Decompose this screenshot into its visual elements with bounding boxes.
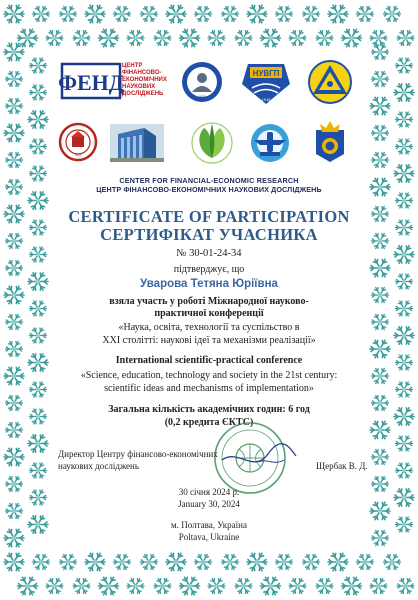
snowflake-icon — [30, 85, 47, 100]
director-title-line-1: Директор Центру фінансово-економічних — [58, 449, 218, 459]
snowflake-icon — [372, 153, 389, 168]
partner-logos — [58, 58, 360, 170]
fend-caption-3: ЕКОНОМІЧНИХ — [122, 77, 167, 83]
snowflake-icon — [154, 579, 171, 594]
snowflake-icon — [394, 84, 414, 101]
snowflake-icon — [208, 31, 225, 46]
snowflake-icon — [370, 579, 387, 594]
snowflake-icon — [33, 7, 50, 22]
snowflake-icon — [30, 463, 47, 478]
snowflake-icon — [370, 31, 387, 46]
snowflake-icon — [357, 555, 374, 570]
snowflake-icon — [60, 555, 77, 570]
fend-caption-4: НАУКОВИХ — [122, 84, 156, 90]
issue-date-ua: 30 січня 2024 р. — [178, 487, 240, 497]
snowflake-icon — [222, 7, 239, 22]
snowflake-icon — [342, 577, 362, 594]
fend-caption-1: ЦЕНТР — [122, 63, 143, 69]
snowflake-icon — [114, 7, 131, 22]
snowflake-icon — [4, 124, 24, 141]
participation-line-2: практичної конференції — [154, 308, 264, 319]
snowflake-icon — [396, 463, 413, 478]
portrait-emblem — [182, 62, 222, 102]
participation-line-1: взяла участь у роботі Міжнародної науково- — [109, 296, 309, 307]
snowflake-icon — [396, 112, 413, 127]
snowflake-icon — [166, 553, 186, 570]
snowflake-icon — [99, 29, 119, 46]
red-seal-logo — [60, 124, 96, 160]
snowflake-icon — [180, 577, 200, 594]
academic-hours: Загальна кількість академічних годин: 6 год — [108, 404, 310, 415]
snowflake-icon — [247, 553, 267, 570]
snowflake-icon — [397, 31, 414, 46]
snowflake-icon — [33, 555, 50, 570]
snowflake-icon — [30, 139, 47, 154]
snowflake-icon — [28, 435, 48, 452]
fend-logo — [58, 63, 167, 98]
green-leaf-logo — [192, 123, 232, 163]
director-title-line-2: наукових досліджень — [58, 461, 139, 471]
snowflake-icon — [247, 5, 267, 22]
snowflake-icon — [357, 7, 374, 22]
snowflake-icon — [18, 29, 38, 46]
snowflake-icon — [372, 450, 389, 465]
nuwm-year: 1915 — [261, 97, 271, 102]
confirms-text: підтверджує, що — [173, 264, 245, 275]
fend-caption-5: ДОСЛІДЖЕНЬ — [122, 91, 164, 97]
director-name: Щербак В. Д. — [316, 461, 368, 471]
snowflake-icon — [372, 72, 389, 87]
conference-title-ua-2: XXI столітті: наукові ідеї та механізми реалізації» — [102, 335, 316, 346]
snowflake-icon — [370, 97, 390, 114]
snowflake-icon — [303, 7, 320, 22]
snowflake-icon — [261, 577, 281, 594]
snowflake-icon — [384, 555, 401, 570]
snowflake-icon — [372, 126, 389, 141]
snowflake-icon — [276, 555, 293, 570]
snowflake-icon — [4, 448, 24, 465]
snowflake-icon — [276, 7, 293, 22]
snowflake-icon — [372, 45, 389, 60]
snowflake-icon — [28, 111, 48, 128]
certificate-title-ua: СЕРТИФІКАТ УЧАСНИКА — [100, 225, 318, 244]
fend-caption-2: ФІНАНСОВО- — [122, 70, 162, 76]
city-en: Poltava, Ukraine — [178, 532, 240, 542]
snowflake-icon — [141, 7, 158, 22]
snowflake-icon — [342, 29, 362, 46]
snowflake-icon — [99, 577, 119, 594]
snowflake-icon — [6, 99, 23, 114]
conference-title-en-2: scientific ideas and mechanisms of implementation» — [104, 383, 314, 394]
nuwm-logo — [242, 64, 290, 104]
snowflake-icon — [6, 72, 23, 87]
conference-title-en-1: «Science, education, technology and society in the 21st century: — [80, 370, 338, 381]
snowflake-icon — [316, 31, 333, 46]
snowflake-icon — [6, 153, 23, 168]
snowflake-icon — [60, 7, 77, 22]
snowflake-icon — [30, 58, 47, 73]
organization-name-ua: ЦЕНТР ФІНАНСОВО-ЕКОНОМІЧНИХ НАУКОВИХ ДОСЛІДЖЕНЬ — [96, 185, 322, 194]
snowflake-icon — [4, 43, 24, 60]
snowflake-icon — [396, 436, 413, 451]
snowflake-icon — [73, 31, 90, 46]
snowflake-icon — [235, 579, 252, 594]
city-ua: м. Полтава, Україна — [171, 520, 247, 530]
ects-credits: (0,2 кредита ЄКТС) — [164, 417, 254, 428]
snowflake-icon — [289, 579, 306, 594]
snowflake-icon — [261, 29, 281, 46]
snowflake-icon — [396, 139, 413, 154]
snowflake-icon — [85, 553, 105, 570]
snowflake-icon — [303, 555, 320, 570]
organization-name-en: CENTER FOR FINANCIAL-ECONOMIC RESEARCH — [119, 176, 299, 185]
conference-title-ua-1: «Наука, освіта, технології та суспільство в — [118, 322, 300, 333]
nuwm-logo-text: НУВГП — [252, 69, 280, 78]
crest-logo — [316, 121, 344, 162]
snowflake-icon — [85, 5, 105, 22]
building-photo — [110, 124, 164, 162]
snowflake-icon — [235, 31, 252, 46]
triangle-university-logo — [309, 61, 351, 103]
certificate-title-en: CERTIFICATE OF PARTICIPATION — [68, 207, 350, 226]
snowflake-icon — [141, 555, 158, 570]
snowflake-icon — [154, 31, 171, 46]
snowflake-icon — [316, 579, 333, 594]
issue-date-en: January 30, 2024 — [178, 499, 240, 509]
conference-type-en: International scientific-practical conference — [115, 355, 303, 366]
snowflake-icon — [114, 555, 131, 570]
snowflake-icon — [222, 555, 239, 570]
snowflake-icon — [397, 579, 414, 594]
snowflake-icon — [208, 579, 225, 594]
aviation-logo — [251, 124, 289, 162]
snowflake-icon — [4, 553, 24, 570]
participant-name: Уварова Тетяна Юріївна — [140, 278, 278, 290]
snowflake-icon — [166, 5, 186, 22]
svg-text:1930: 1930 — [198, 95, 206, 99]
snowflake-icon — [73, 579, 90, 594]
snowflake-icon — [4, 5, 24, 22]
snowflake-icon — [289, 31, 306, 46]
snowflake-icon — [18, 577, 38, 594]
snowflake-icon — [195, 7, 212, 22]
snowflake-icon — [384, 7, 401, 22]
snowflake-icon — [396, 193, 413, 208]
svg-text:1921: 1921 — [74, 153, 82, 157]
snowflake-icon — [180, 29, 200, 46]
snowflake-icon — [328, 5, 348, 22]
snowflake-icon — [46, 579, 63, 594]
snowflake-icon — [127, 31, 144, 46]
snowflake-icon — [127, 579, 144, 594]
snowflake-icon — [46, 31, 63, 46]
fend-logo-text: ФЕНД — [58, 70, 124, 95]
snowflake-icon — [396, 58, 413, 73]
snowflake-icon — [195, 555, 212, 570]
snowflake-icon — [328, 553, 348, 570]
certificate-number: № 30-01-24-34 — [176, 248, 242, 259]
